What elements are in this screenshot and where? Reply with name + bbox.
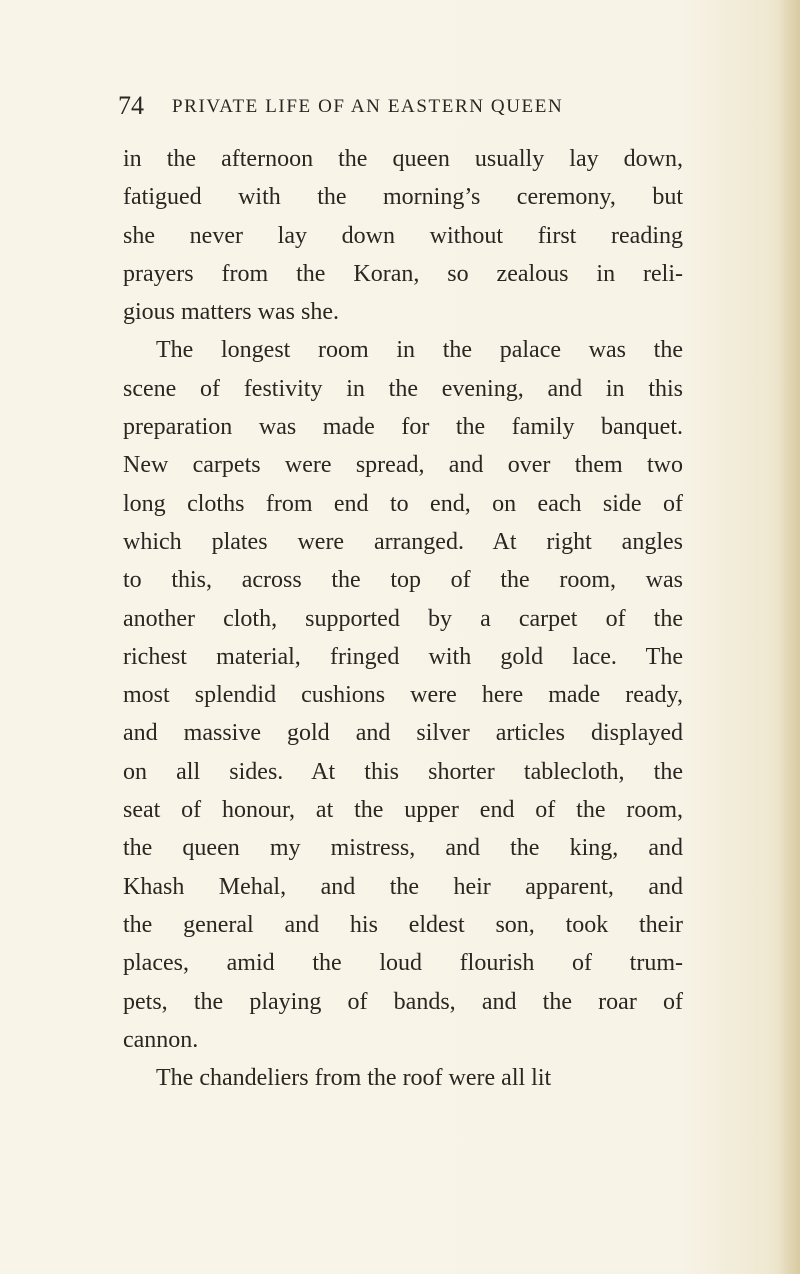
text-line: the queen my mistress, and the king, and [123,835,683,862]
page-number: 74 [118,91,144,120]
text-line: long cloths from end to end, on each side of [123,490,683,517]
text-line: the general and his eldest son, took their [123,911,683,938]
text-line: prayers from the Koran, so zealous in reli- [123,260,683,287]
text-line: and massive gold and silver articles displayed [123,720,683,747]
running-head: PRIVATE LIFE OF AN EASTERN QUEEN [172,96,564,117]
text-line: she never lay down without first reading [123,222,683,249]
text-line: The chandeliers from the roof were all lit [156,1065,552,1092]
text-line: gious matters was she. [123,299,339,326]
text-line: in the afternoon the queen usually lay down, [123,146,683,172]
text-line: fatigued with the morning’s ceremony, but [123,184,683,211]
body-text [123,140,683,1097]
text-line: most splendid cushions were here made ready, [123,682,683,709]
text-line: seat of honour, at the upper end of the room, [123,797,683,824]
text-line: Khash Mehal, and the heir apparent, and [123,873,683,900]
text-line: to this, across the top of the room, was [123,567,683,594]
text-line: which plates were arranged. At right angles [123,528,683,555]
text-line: richest material, fringed with gold lace. The [123,643,683,670]
page-header [118,90,688,122]
text-line: pets, the playing of bands, and the roar of [123,988,683,1015]
text-line: The longest room in the palace was the [156,337,683,364]
text-line: another cloth, supported by a carpet of the [123,605,683,632]
text-line: places, amid the loud flourish of trum- [123,950,683,977]
text-line: preparation was made for the family banquet. [123,414,683,441]
text-line: scene of festivity in the evening, and in this [123,375,683,402]
text-line: New carpets were spread, and over them two [123,452,683,479]
text-line: on all sides. At this shorter tablecloth, the [123,758,683,785]
page-edge-shadow [778,0,800,1274]
text-line: cannon. [123,1026,199,1053]
